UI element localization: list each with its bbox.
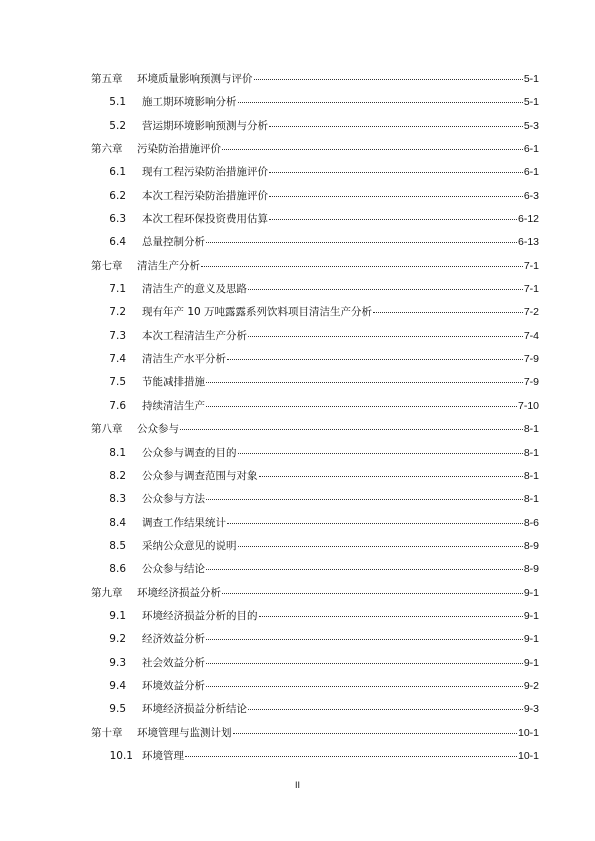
dot-leader (248, 289, 523, 290)
toc-entry-line (142, 399, 539, 413)
toc-entry-page: 6-12 (517, 213, 539, 226)
toc-entry-title: 总量控制分析 (142, 236, 205, 249)
dot-leader (222, 593, 523, 594)
toc-entry-title: 施工期环境影响分析 (142, 96, 237, 109)
toc-entry-number: 6.3 (109, 213, 126, 226)
toc-entry-page: 10-1 (517, 749, 539, 762)
toc-entry-line (137, 72, 539, 86)
toc-chapter-entry[interactable] (0, 582, 595, 605)
toc-entry-line (142, 516, 539, 530)
toc-entry-number: 8.3 (109, 493, 126, 506)
toc-entry-number: 7.5 (109, 376, 126, 389)
toc-entry-number: 6.2 (109, 189, 126, 202)
toc-entry-number: 第十章 (91, 726, 123, 739)
dot-leader (269, 126, 523, 127)
toc-section-entry[interactable] (0, 512, 595, 535)
toc-entry-line (142, 375, 539, 389)
toc-entry-title: 持续清洁生产 (142, 399, 205, 412)
toc-entry-number: 9.3 (109, 656, 126, 669)
toc-chapter-entry[interactable] (0, 68, 595, 91)
toc-entry-number: 第五章 (91, 73, 123, 85)
toc-entry-number: 第八章 (91, 423, 123, 436)
toc-entry-number: 8.5 (109, 539, 126, 552)
toc-entry-number: 10.1 (109, 749, 133, 762)
toc-entry-line (142, 492, 539, 506)
toc-entry-page: 8-9 (523, 563, 539, 576)
toc-entry-title: 调查工作结果统计 (142, 516, 226, 529)
toc-entry-line (142, 95, 539, 109)
toc-entry-number: 9.4 (109, 679, 126, 692)
dot-leader (269, 219, 517, 220)
dot-leader (206, 499, 523, 500)
toc-entry-title: 清洁生产的意义及思路 (142, 283, 247, 296)
toc-entry-title: 营运期环境影响预测与分析 (142, 119, 268, 132)
toc-entry-page: 5-1 (523, 96, 539, 109)
toc-section-entry[interactable] (0, 745, 595, 768)
toc-entry-line (137, 726, 539, 740)
dot-leader (206, 382, 523, 383)
toc-entry-line (142, 212, 539, 226)
toc-section-entry[interactable] (0, 301, 595, 324)
toc-entry-line (142, 189, 539, 203)
toc-entry-number: 6.1 (109, 166, 126, 179)
toc-entry-page: 8-1 (523, 493, 539, 506)
toc-entry-line (137, 586, 539, 600)
toc-entry-line (142, 679, 539, 693)
toc-entry-number: 6.4 (109, 236, 126, 249)
toc-entry-title: 经济效益分析 (142, 633, 205, 646)
toc-entry-number: 8.6 (109, 563, 126, 576)
toc-entry-page: 7-1 (523, 259, 539, 272)
toc-entry-line (142, 632, 539, 646)
toc-entry-page: 9-2 (523, 679, 539, 692)
toc-entry-title: 公众参与调查的目的 (142, 446, 237, 459)
toc-entry-line (142, 352, 539, 366)
toc-entry-page: 9-1 (523, 586, 539, 599)
toc-entry-page: 9-1 (523, 656, 539, 669)
dot-leader (227, 523, 523, 524)
toc-section-entry[interactable] (0, 628, 595, 651)
toc-entry-page: 7-2 (523, 306, 539, 319)
toc-entry-title: 清洁生产分析 (137, 259, 200, 272)
toc-entry-title: 环境管理与监测计划 (137, 726, 232, 739)
page-number: II (294, 780, 300, 790)
toc-entry-number: 7.3 (109, 329, 126, 342)
dot-leader (206, 242, 517, 243)
toc-entry-line (142, 329, 539, 343)
toc-entry-page: 7-1 (523, 283, 539, 296)
toc-entry-page: 9-1 (523, 609, 539, 622)
toc-entry-page: 7-9 (523, 353, 539, 366)
toc-entry-page: 5-3 (523, 119, 539, 132)
toc-entry-number: 7.6 (109, 399, 126, 412)
toc-entry-line (142, 702, 539, 716)
dot-leader (238, 102, 523, 103)
toc-entry-title: 环境管理 (142, 749, 184, 762)
dot-leader (201, 266, 523, 267)
toc-entry-title: 公众参与调查范围与对象 (142, 469, 258, 482)
dot-leader (227, 359, 523, 360)
toc-section-entry[interactable] (0, 605, 595, 628)
toc-entry-title: 节能减排措施 (142, 376, 205, 389)
toc-entry-page: 8-1 (523, 423, 539, 436)
toc-entry-title: 本次工程环保投资费用估算 (142, 213, 268, 226)
toc-entry-line (142, 305, 539, 319)
toc-entry-title: 现有年产 10 万吨露露系列饮料项目清洁生产分析 (142, 306, 373, 319)
toc-section-entry[interactable] (0, 698, 595, 721)
toc-entry-title: 公众参与 (137, 423, 179, 436)
toc-entry-page: 9-3 (523, 703, 539, 716)
dot-leader (206, 569, 523, 570)
toc-entry-title: 本次工程污染防治措施评价 (142, 189, 268, 202)
toc-entry-line (137, 142, 539, 156)
toc-section-entry[interactable] (0, 231, 595, 254)
toc-entry-page: 8-1 (523, 469, 539, 482)
toc-entry-number: 第六章 (91, 143, 123, 156)
toc-chapter-entry[interactable] (0, 138, 595, 161)
dot-leader (222, 149, 523, 150)
dot-leader (254, 79, 523, 80)
toc-entry-number: 5.1 (109, 96, 126, 109)
toc-entry-number: 7.4 (109, 353, 126, 366)
toc-entry-line (142, 609, 539, 623)
toc-entry-page: 6-1 (523, 166, 539, 179)
toc-entry-line (142, 656, 539, 670)
toc-entry-number: 8.2 (109, 469, 126, 482)
dot-leader (206, 686, 523, 687)
dot-leader (248, 336, 523, 337)
toc-chapter-entry[interactable] (0, 722, 595, 745)
toc-entry-number: 第九章 (91, 586, 123, 599)
toc-entry-line (137, 259, 539, 273)
toc-entry-line (142, 119, 539, 133)
toc-entry-title: 公众参与结论 (142, 563, 205, 576)
toc-entry-line (142, 282, 539, 296)
toc-section-entry[interactable] (0, 348, 595, 371)
dot-leader (206, 406, 517, 407)
toc-section-entry[interactable] (0, 558, 595, 581)
toc-entry-page: 8-1 (523, 446, 539, 459)
toc-entry-number: 9.2 (109, 633, 126, 646)
toc-section-entry[interactable] (0, 535, 595, 558)
toc-entry-title: 公众参与方法 (142, 493, 205, 506)
toc-entry-title: 环境质量影响预测与评价 (137, 73, 253, 85)
toc-entry-line (142, 539, 539, 553)
toc-entry-page: 5-1 (523, 73, 539, 85)
dot-leader (259, 476, 523, 477)
toc-entry-page: 7-9 (523, 376, 539, 389)
toc-section-entry[interactable] (0, 395, 595, 418)
dot-leader (206, 663, 523, 664)
toc-entry-page: 9-1 (523, 633, 539, 646)
toc-entry-page: 6-13 (517, 236, 539, 249)
toc-entry-title: 环境经济损益分析的目的 (142, 609, 258, 622)
dot-leader (238, 453, 523, 454)
toc-section-entry[interactable] (0, 325, 595, 348)
toc-entry-number: 7.2 (109, 306, 126, 319)
toc-entry-title: 环境效益分析 (142, 679, 205, 692)
toc-entry-number: 8.4 (109, 516, 126, 529)
toc-entry-number: 5.2 (109, 119, 126, 132)
toc-entry-page: 6-3 (523, 189, 539, 202)
dot-leader (206, 639, 523, 640)
toc-entry-title: 环境经济损益分析结论 (142, 703, 247, 716)
dot-leader (180, 429, 523, 430)
toc-section-entry[interactable] (0, 371, 595, 394)
toc-section-entry[interactable] (0, 652, 595, 675)
dot-leader (185, 756, 517, 757)
toc-entry-title: 环境经济损益分析 (137, 586, 221, 599)
dot-leader (233, 733, 517, 734)
toc-entry-title: 污染防治措施评价 (137, 143, 221, 156)
toc-section-entry[interactable] (0, 161, 595, 184)
toc-section-entry[interactable] (0, 465, 595, 488)
dot-leader (269, 172, 523, 173)
dot-leader (269, 196, 523, 197)
dot-leader (259, 616, 523, 617)
toc-section-entry[interactable] (0, 278, 595, 301)
toc-section-entry[interactable] (0, 185, 595, 208)
toc-entry-title: 清洁生产水平分析 (142, 353, 226, 366)
toc-entry-line (137, 422, 539, 436)
toc-entry-title: 社会效益分析 (142, 656, 205, 669)
toc-entry-line (142, 562, 539, 576)
dot-leader (248, 709, 523, 710)
table-of-contents (0, 68, 595, 768)
toc-entry-number: 7.1 (109, 283, 126, 296)
toc-entry-line (142, 165, 539, 179)
toc-entry-page: 10-1 (517, 726, 539, 739)
toc-chapter-entry[interactable] (0, 418, 595, 441)
toc-entry-number: 8.1 (109, 446, 126, 459)
toc-section-entry[interactable] (0, 488, 595, 511)
toc-entry-page: 6-1 (523, 143, 539, 156)
toc-section-entry[interactable] (0, 91, 595, 114)
toc-chapter-entry[interactable] (0, 255, 595, 278)
toc-entry-number: 第七章 (91, 259, 123, 272)
toc-entry-page: 7-10 (517, 399, 539, 412)
dot-leader (238, 546, 523, 547)
toc-entry-page: 7-4 (523, 329, 539, 342)
toc-entry-line (142, 235, 539, 249)
toc-entry-title: 采纳公众意见的说明 (142, 539, 237, 552)
toc-entry-title: 现有工程污染防治措施评价 (142, 166, 268, 179)
dot-leader (373, 312, 523, 313)
toc-section-entry[interactable] (0, 442, 595, 465)
toc-entry-line (142, 446, 539, 460)
toc-entry-number: 9.1 (109, 609, 126, 622)
toc-entry-number: 9.5 (109, 703, 126, 716)
toc-entry-line (142, 749, 539, 763)
toc-section-entry[interactable] (0, 115, 595, 138)
toc-entry-page: 8-9 (523, 539, 539, 552)
toc-section-entry[interactable] (0, 208, 595, 231)
toc-entry-line (142, 469, 539, 483)
toc-entry-page: 8-6 (523, 516, 539, 529)
toc-section-entry[interactable] (0, 675, 595, 698)
toc-entry-title: 本次工程清洁生产分析 (142, 329, 247, 342)
